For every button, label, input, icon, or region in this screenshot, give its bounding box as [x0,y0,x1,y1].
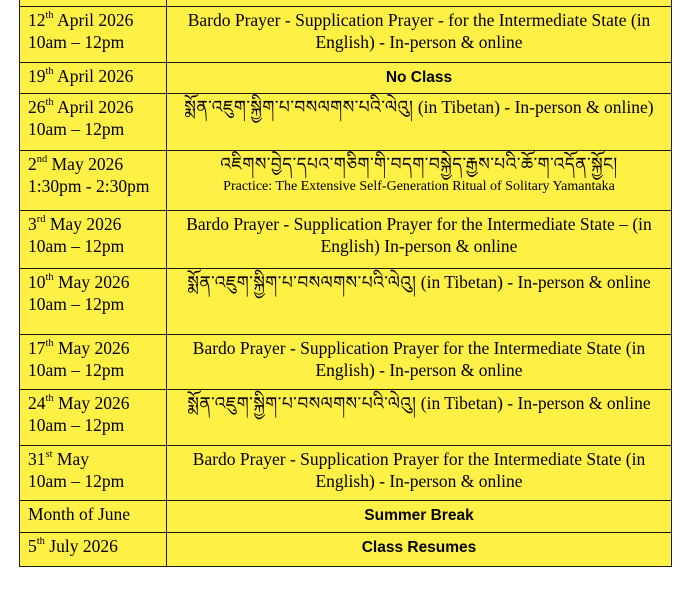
date-month-year: May 2026 [47,154,124,174]
description-cell [167,533,672,567]
table-row [20,335,672,390]
date-suffix: nd [36,154,48,166]
tibetan-title: སྨོན་འཇུག་སྐྱིག་པ་བསལགས་པའི་ལེའུ། [187,272,417,294]
tibetan-title: སྨོན་འཇུག་སྐྱིག་པ་བསལགས་པའི་ལེའུ། [187,393,417,415]
status-label: No Class [385,69,453,86]
time-range: 10am – 12pm [28,32,125,52]
table-row [20,501,672,533]
date-cell [20,390,167,446]
tibetan-title: འཇིགས་བྱེད་དཔའ་གཅིག་གི་བདག་བསྐྱེད་རྒྱས་པའི་ཆོ་ག་འདོན་སྐྱོང། [220,154,618,176]
date-suffix: th [45,97,54,109]
date-suffix: th [45,10,54,22]
date-suffix: rd [36,214,46,226]
table-row [20,446,672,501]
date-day: 24 [28,393,46,413]
time-range: 10am – 12pm [28,236,125,256]
date-suffix: th [45,272,54,284]
date-cell [20,335,167,390]
table-row [20,94,672,151]
class-description: Bardo Prayer - Supplication Prayer - for the Intermediate State (in English) - In-person & online [187,10,651,52]
date-day: 17 [28,338,46,358]
date-suffix: th [36,536,45,548]
time-range: 10am – 12pm [28,415,125,435]
status-label: Class Resumes [361,539,477,556]
class-description: Bardo Prayer - Supplication Prayer for the Intermediate State – (in English) In-person & online [186,214,652,256]
date-suffix: th [45,338,54,350]
date-month-year: July 2026 [44,536,118,556]
description-cell [167,446,672,501]
date-suffix: st [45,449,53,461]
schedule-table [19,0,672,567]
date-cell [20,151,167,211]
date-month-year: May [52,449,89,469]
date-day: 26 [28,97,46,117]
description-cell [167,269,672,335]
class-description: Bardo Prayer - Supplication Prayer for the Intermediate State (in English) - In-person & online [192,338,646,380]
class-description: (in Tibetan) - In-person & online [420,393,651,413]
date-month-year: April 2026 [53,10,134,30]
date-day: 3 [28,214,37,234]
date-cell [20,446,167,501]
table-row [20,63,672,94]
date-cell [20,269,167,335]
table-row [20,7,672,63]
date-cell [20,63,167,94]
date-month-year: May 2026 [53,272,130,292]
class-description: (in Tibetan) - In-person & online [420,272,651,292]
status-label: Summer Break [364,507,474,524]
description-cell [167,151,672,211]
date-cell [20,533,167,567]
table-row [20,533,672,567]
date-month-year: Month of June [28,504,131,524]
table-row [20,211,672,269]
date-day: 2 [28,154,37,174]
class-description: Bardo Prayer - Supplication Prayer for the Intermediate State (in English) - In-person & online [192,449,646,491]
date-day: 10 [28,272,46,292]
date-day: 31 [28,449,46,469]
date-cell [20,501,167,533]
description-cell [167,94,672,151]
description-cell [167,63,672,94]
table-row [20,151,672,211]
description-cell [167,390,672,446]
table-row [20,390,672,446]
date-day: 19 [28,66,46,86]
time-range: 1:30pm - 2:30pm [28,176,150,196]
date-month-year: May 2026 [53,393,130,413]
description-cell [167,501,672,533]
date-cell [20,7,167,63]
class-description: (in Tibetan) - In-person & online) [417,97,654,117]
description-cell [167,211,672,269]
table-row [20,269,672,335]
date-month-year: May 2026 [53,338,130,358]
date-suffix: th [45,66,54,78]
date-cell [20,211,167,269]
time-range: 10am – 12pm [28,360,125,380]
date-day: 5 [28,536,37,556]
time-range: 10am – 12pm [28,119,125,139]
time-range: 10am – 12pm [28,471,125,491]
date-suffix: th [45,393,54,405]
date-cell [20,94,167,151]
date-day: 12 [28,10,46,30]
practice-description: Practice: The Extensive Self-Generation Ritual of Solitary Yamantaka [223,179,615,194]
tibetan-title: སྨོན་འཇུག་སྐྱིག་པ་བསལགས་པའི་ལེའུ། [184,97,414,119]
date-month-year: May 2026 [45,214,122,234]
date-month-year: April 2026 [53,97,134,117]
description-cell [167,7,672,63]
date-month-year: April 2026 [53,66,134,86]
time-range: 10am – 12pm [28,294,125,314]
description-cell [167,335,672,390]
